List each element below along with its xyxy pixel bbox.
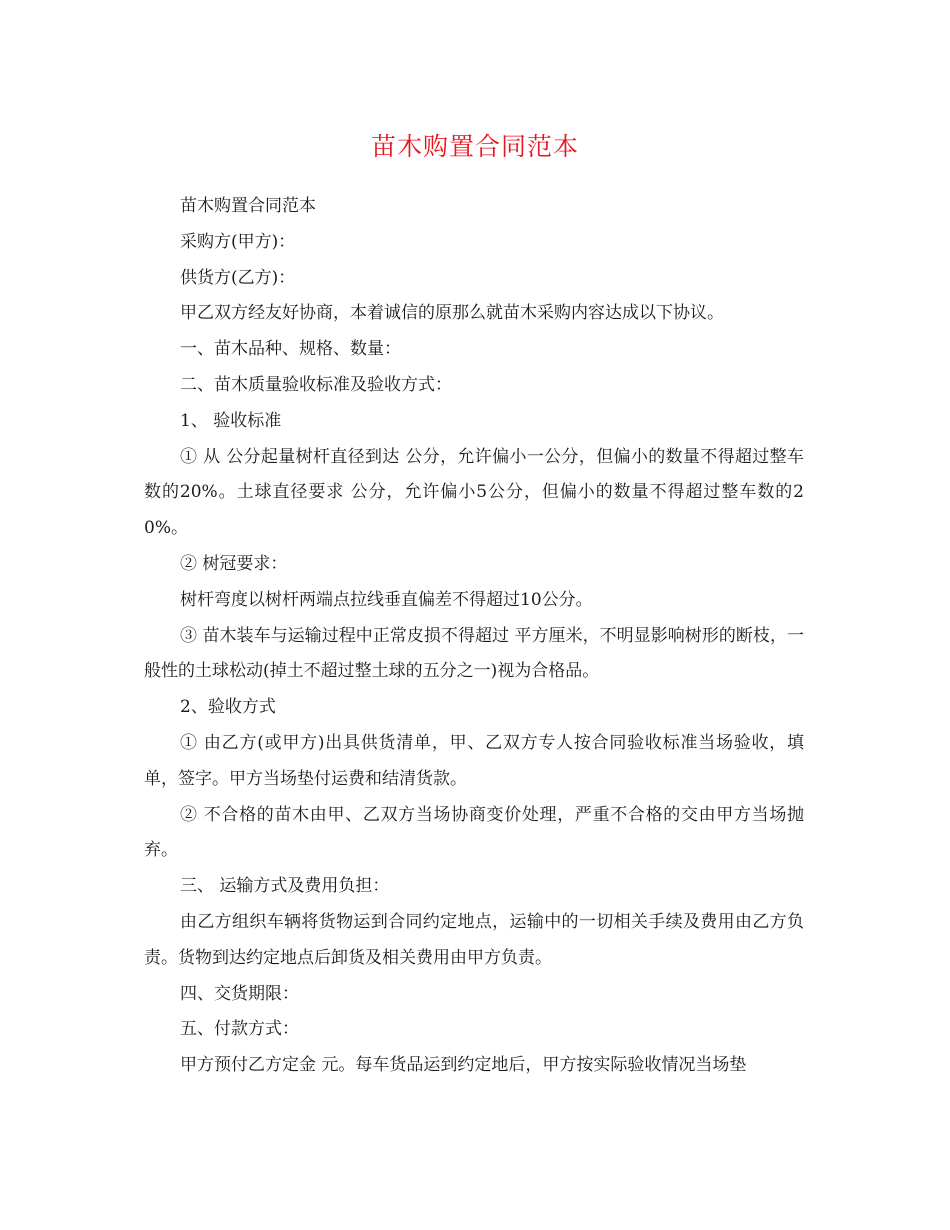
paragraph: ② 不合格的苗木由甲、乙双方当场协商变价处理，严重不合格的交由甲方当场抛弃。 — [144, 804, 804, 861]
paragraph: 树杆弯度以树杆两端点拉线垂直偏差不得超过10公分。 — [180, 589, 593, 610]
paragraph: ① 由乙方(或甲方)出具供货清单，甲、乙双方专人按合同验收标准当场验收，填单，签字。甲方当场垫付运费和结清货款。 — [144, 732, 804, 789]
document-body — [144, 189, 804, 1084]
paragraph: 一、苗木品种、规格、数量： — [180, 339, 401, 360]
paragraph: ① 从 公分起量树杆直径到达 公分，允许偏小一公分，但偏小的数量不得超过整车数的20%。土球直径要求 公分，允许偏小5公分，但偏小的数量不得超过整车数的20%。 — [144, 446, 804, 539]
paragraph: ② 树冠要求： — [180, 553, 288, 574]
paragraph: 2、验收方式 — [180, 697, 276, 718]
paragraph: 三、 运输方式及费用负担： — [180, 876, 390, 897]
paragraph: 采购方(甲方)： — [180, 231, 296, 252]
paragraph: 五、付款方式： — [180, 1019, 299, 1040]
paragraph: 苗木购置合同范本 — [180, 196, 316, 216]
paragraph: 四、交货期限： — [180, 983, 299, 1004]
paragraph: 二、苗木质量验收标准及验收方式： — [180, 374, 452, 395]
document-title: 苗木购置合同范本 — [370, 132, 579, 161]
paragraph: 由乙方组织车辆将货物运到合同约定地点，运输中的一切相关手续及费用由乙方负责。货物到达约定地点后卸货及相关费用由甲方负责。 — [144, 911, 804, 968]
paragraph: 甲乙双方经友好协商，本着诚信的原那么就苗木采购内容达成以下协议。 — [180, 303, 724, 324]
paragraph: 1、 验收标准 — [180, 410, 282, 431]
paragraph: 甲方预付乙方定金 元。每车货品运到约定地后，甲方按实际验收情况当场垫 — [180, 1055, 747, 1076]
paragraph: 供货方(乙方)： — [180, 267, 296, 288]
paragraph: ③ 苗木装车与运输过程中正常皮损不得超过 平方厘米，不明显影响树形的断枝，一般性的土球松动(掉土不超过整土球的五分之一)视为合格品。 — [144, 625, 804, 682]
